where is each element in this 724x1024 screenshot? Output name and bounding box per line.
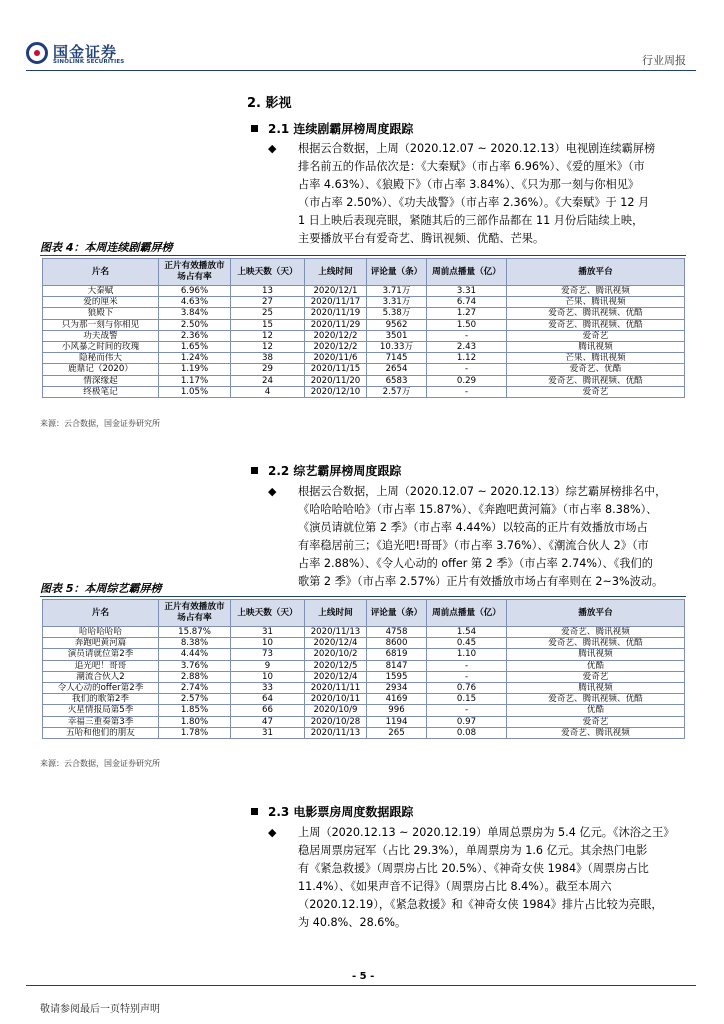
table-cell: - [427,330,507,341]
table-cell: - [427,671,507,682]
table-cell: 2020/10/28 [305,716,367,727]
table-cell: 4758 [367,627,427,638]
table-cell: 功夫战警 [43,330,159,341]
paragraph-line: 有率稳居前三；《追光吧!哥哥》（市占率 3.76%）、《潮流合伙人 2》（市 [298,539,649,552]
table-cell: 爱奇艺 [507,330,685,341]
logo-text: 国金证券 [53,43,118,61]
paragraph-line: 歌第 2 季》（市占率 2.57%）正片有效播放市场占有率则在 2~3%波动。 [298,575,664,588]
paragraph-line: 《演员请就位第 2 季》（市占率 4.44%）以较高的正片有效播放市场占 [298,521,648,534]
table-cell: 芒果、腾讯视频 [507,297,685,308]
table-header-cell: 评论量（条） [367,259,427,286]
table-cell: 0.97 [427,716,507,727]
table-cell: 1.19% [159,364,231,375]
diamond-bullet-icon: ◆ [268,485,277,498]
table-cell: 1194 [367,716,427,727]
table-cell: 2020/11/29 [305,319,367,330]
table-cell: 6583 [367,375,427,386]
table-cell: 9 [231,660,305,671]
table-cell: 2020/11/6 [305,353,367,364]
table-cell: - [427,364,507,375]
table-cell: 2020/10/2 [305,649,367,660]
figure-4-divider [40,255,686,256]
table-cell: - [427,660,507,671]
table-cell: 潮流合伙人2 [43,671,159,682]
table-cell: 2020/12/2 [305,341,367,352]
figure-4-table [42,258,685,398]
table-cell: 12 [231,330,305,341]
table-cell: 2020/11/13 [305,627,367,638]
table-cell: 1.24% [159,353,231,364]
table-cell: 4169 [367,694,427,705]
table-cell: 3.31 [427,286,507,297]
footer-divider [26,985,696,986]
table-cell: 幸福三重奏第3季 [43,716,159,727]
paragraph-line: 为 40.8%、28.6%。 [298,916,407,929]
table-cell: 6.96% [159,286,231,297]
table-cell: 2020/12/10 [305,386,367,397]
table-header-cell: 正片有效播放市场占有率 [159,600,231,627]
table-cell: 大秦赋 [43,286,159,297]
table-cell: 情深缘起 [43,375,159,386]
table-cell: 奔跑吧黄河篇 [43,638,159,649]
table-cell: 0.45 [427,638,507,649]
table-cell: 爱奇艺、腾讯视频、优酷 [507,638,685,649]
table-cell: 芒果、腾讯视频 [507,353,685,364]
table-cell: 265 [367,727,427,738]
paragraph-2-3 [298,824,696,932]
table-cell: 1.50 [427,319,507,330]
table-cell: 12 [231,341,305,352]
table-cell: 3501 [367,330,427,341]
figure-4-source: 来源：云合数据，国金证券研究所 [40,419,160,428]
table-cell: 腾讯视频 [507,649,685,660]
table-cell: 令人心动的offer第2季 [43,682,159,693]
table-row [43,694,685,705]
table-cell: 1.85% [159,705,231,716]
table-cell: 只为那一刻与你相见 [43,319,159,330]
table-cell: 9562 [367,319,427,330]
table-cell: 我们的歌第2季 [43,694,159,705]
table-cell: 爱奇艺、腾讯视频 [507,727,685,738]
table-cell: 3.31万 [367,297,427,308]
table-cell: 8600 [367,638,427,649]
table-cell: 7145 [367,353,427,364]
paragraph-line: （2020.12.19），《紧急救援》和《神奇女侠 1984》排片占比较为亮眼， [298,898,663,911]
table-row [43,682,685,693]
paragraph-line: 11.4%）、《如果声音不记得》（周票房占比 8.4%）。截至本周六 [298,880,612,893]
table-cell: 2654 [367,364,427,375]
table-header-cell: 周前点播量（亿） [427,600,507,627]
table-cell: 2.57% [159,694,231,705]
table-cell: 爱奇艺、腾讯视频、优酷 [507,319,685,330]
table-cell: 爱奇艺、腾讯视频、优酷 [507,375,685,386]
page-number: - 5 - [352,971,375,982]
table-cell: 爱奇艺、腾讯视频 [507,286,685,297]
table-cell: 1595 [367,671,427,682]
table-cell: 狼殿下 [43,308,159,319]
table-cell: 3.71万 [367,286,427,297]
subsection-title-2-2: 2.2 综艺霸屏榜周度跟踪 [268,464,402,478]
table-cell: 5.38万 [367,308,427,319]
figure-5-table [42,599,685,739]
table-row [43,364,685,375]
table-row [43,353,685,364]
square-bullet-icon [251,125,258,132]
table-cell: 8147 [367,660,427,671]
table-cell: 1.05% [159,386,231,397]
table-header-cell: 播放平台 [507,259,685,286]
table-cell: - [427,386,507,397]
table-header-cell: 上线时间 [305,259,367,286]
figure-5-title: 图表 5：本周综艺霸屏榜 [40,582,162,595]
table-cell: 2020/12/2 [305,330,367,341]
paragraph-line: 根据云合数据，上周（2020.12.07 ~ 2020.12.13）电视剧连续霸屏榜 [298,142,656,155]
table-row [43,705,685,716]
table-cell: 爱奇艺、腾讯视频、优酷 [507,308,685,319]
table-cell: 2020/12/4 [305,638,367,649]
table-header-row [43,600,685,627]
paragraph-line: 占率 4.63%）、《狼殿下》（市占率 3.84%）、《只为那一刻与你相见》 [298,178,640,191]
table-cell: 2020/11/13 [305,727,367,738]
table-cell: 爱奇艺、腾讯视频、优酷 [507,694,685,705]
table-row [43,286,685,297]
paragraph-line: 排名前五的作品依次是：《大秦赋》（市占率 6.96%）、《爱的厘米》（市 [298,160,645,173]
table-cell: 0.76 [427,682,507,693]
table-cell: 4.63% [159,297,231,308]
table-row [43,341,685,352]
table-cell: 10.33万 [367,341,427,352]
table-cell: 追光吧！哥哥 [43,660,159,671]
table-cell: 爱奇艺、优酷 [507,364,685,375]
table-cell: 2.50% [159,319,231,330]
table-cell: 爱的厘米 [43,297,159,308]
table-cell: 31 [231,627,305,638]
table-cell: 3.76% [159,660,231,671]
table-cell: 2020/11/11 [305,682,367,693]
table-header-cell: 片名 [43,600,159,627]
paragraph-line: 1 日上映后表现亮眼，紧随其后的三部作品都在 11 月份后陆续上映， [298,214,644,227]
table-row [43,671,685,682]
table-cell: 15.87% [159,627,231,638]
disclaimer-text: 敬请参阅最后一页特别声明 [40,1004,160,1015]
table-cell: 2020/11/20 [305,375,367,386]
subsection-title-2-3: 2.3 电影票房周度数据跟踪 [268,805,414,819]
table-cell: 8.38% [159,638,231,649]
table-cell: 爱奇艺 [507,386,685,397]
table-cell: 2020/12/4 [305,671,367,682]
paragraph-line: 稳居周票房冠军（占比 29.3%），单周票房为 1.6 亿元。其余热门电影 [298,844,648,857]
paragraph-2-2 [298,483,696,591]
table-cell: - [427,705,507,716]
table-row [43,297,685,308]
table-cell: 1.10 [427,649,507,660]
report-type: 行业周报 [642,54,686,67]
table-cell: 33 [231,682,305,693]
paragraph-line: 上周（2020.12.13 ~ 2020.12.19）单周总票房为 5.4 亿元。《沐浴之王》 [298,826,675,839]
figure-5-source: 来源：云合数据，国金证券研究所 [40,759,160,768]
table-cell: 2020/11/17 [305,297,367,308]
table-cell: 1.27 [427,308,507,319]
table-cell: 15 [231,319,305,330]
table-cell: 25 [231,308,305,319]
table-cell: 2020/12/1 [305,286,367,297]
square-bullet-icon [251,467,258,474]
table-cell: 1.17% [159,375,231,386]
table-header-cell: 上映天数（天） [231,259,305,286]
table-row [43,308,685,319]
table-cell: 4 [231,386,305,397]
table-row [43,375,685,386]
table-cell: 1.80% [159,716,231,727]
table-cell: 2.88% [159,671,231,682]
table-cell: 鹿鼎记（2020） [43,364,159,375]
table-cell: 隐秘而伟大 [43,353,159,364]
table-cell: 64 [231,694,305,705]
table-header-row [43,259,685,286]
table-cell: 0.08 [427,727,507,738]
table-cell: 演员请就位第2季 [43,649,159,660]
table-cell: 2.74% [159,682,231,693]
paragraph-line: 主要播放平台有爱奇艺、腾讯视频、优酷、芒果。 [298,232,545,245]
table-cell: 10 [231,671,305,682]
table-cell: 1.12 [427,353,507,364]
table-cell: 0.29 [427,375,507,386]
table-header-cell: 片名 [43,259,159,286]
paragraph-line: （市占率 2.50%）、《功夫战警》（市占率 2.36%）。《大秦赋》于 12 月 [298,196,650,209]
table-cell: 38 [231,353,305,364]
table-row [43,330,685,341]
table-cell: 2.43 [427,341,507,352]
table-header-cell: 评论量（条） [367,600,427,627]
table-cell: 47 [231,716,305,727]
table-cell: 2.36% [159,330,231,341]
table-cell: 五哈和他们的朋友 [43,727,159,738]
table-header-cell: 正片有效播放市场占有率 [159,259,231,286]
paragraph-line: 《哈哈哈哈哈》（市占率 15.87%）、《奔跑吧黄河篇》（市占率 8.38%）、 [298,503,658,516]
table-cell: 2020/10/9 [305,705,367,716]
subsection-title-2-1: 2.1 连续剧霸屏榜周度跟踪 [268,122,414,136]
square-bullet-icon [251,808,258,815]
table-cell: 1.65% [159,341,231,352]
table-cell: 4.44% [159,649,231,660]
table-header-cell: 上线时间 [305,600,367,627]
table-cell: 3.84% [159,308,231,319]
table-cell: 腾讯视频 [507,682,685,693]
table-cell: 爱奇艺 [507,716,685,727]
table-cell: 爱奇艺、腾讯视频 [507,627,685,638]
table-row [43,649,685,660]
table-cell: 13 [231,286,305,297]
table-row [43,627,685,638]
table-cell: 2.57万 [367,386,427,397]
table-cell: 腾讯视频 [507,341,685,352]
table-row [43,716,685,727]
figure-4-title: 图表 4：本周连续剧霸屏榜 [40,241,173,254]
diamond-bullet-icon: ◆ [268,826,277,839]
diamond-bullet-icon: ◆ [268,142,277,155]
paragraph-line: 占率 2.88%）、《令人心动的 offer 第 2 季》（市占率 2.74%）、《我们的 [298,557,653,570]
table-cell: 0.15 [427,694,507,705]
table-cell: 1.54 [427,627,507,638]
table-cell: 终极笔记 [43,386,159,397]
table-cell: 10 [231,638,305,649]
table-cell: 2020/11/19 [305,308,367,319]
table-cell: 66 [231,705,305,716]
table-cell: 火星情报局第5季 [43,705,159,716]
table-cell: 优酷 [507,705,685,716]
table-cell: 2020/11/15 [305,364,367,375]
table-cell: 24 [231,375,305,386]
header-divider [26,70,696,71]
table-cell: 1.78% [159,727,231,738]
table-cell: 6819 [367,649,427,660]
table-cell: 27 [231,297,305,308]
table-cell: 6.74 [427,297,507,308]
table-cell: 31 [231,727,305,738]
table-row [43,638,685,649]
table-cell: 996 [367,705,427,716]
paragraph-2-1 [298,140,696,248]
logo-subtext: SINOLINK SECURITIES [53,59,125,65]
table-cell: 哈哈哈哈哈 [43,627,159,638]
section-title: 2. 影视 [247,96,292,111]
logo-icon [26,42,48,64]
table-cell: 优酷 [507,660,685,671]
paragraph-line: 根据云合数据，上周（2020.12.07 ~ 2020.12.13）综艺霸屏榜排名中， [298,485,667,498]
table-cell: 73 [231,649,305,660]
table-cell: 2020/10/11 [305,694,367,705]
table-cell: 小风暴之时间的玫瑰 [43,341,159,352]
table-cell: 2934 [367,682,427,693]
table-row [43,727,685,738]
table-header-cell: 上映天数（天） [231,600,305,627]
table-cell: 2020/12/5 [305,660,367,671]
table-cell: 29 [231,364,305,375]
table-header-cell: 播放平台 [507,600,685,627]
table-row [43,660,685,671]
table-header-cell: 周前点播量（亿） [427,259,507,286]
figure-5-divider [40,596,686,597]
table-row [43,386,685,397]
table-row [43,319,685,330]
paragraph-line: 有《紧急救援》（周票房占比 20.5%）、《神奇女侠 1984》（周票房占比 [298,862,649,875]
table-cell: 爱奇艺 [507,671,685,682]
